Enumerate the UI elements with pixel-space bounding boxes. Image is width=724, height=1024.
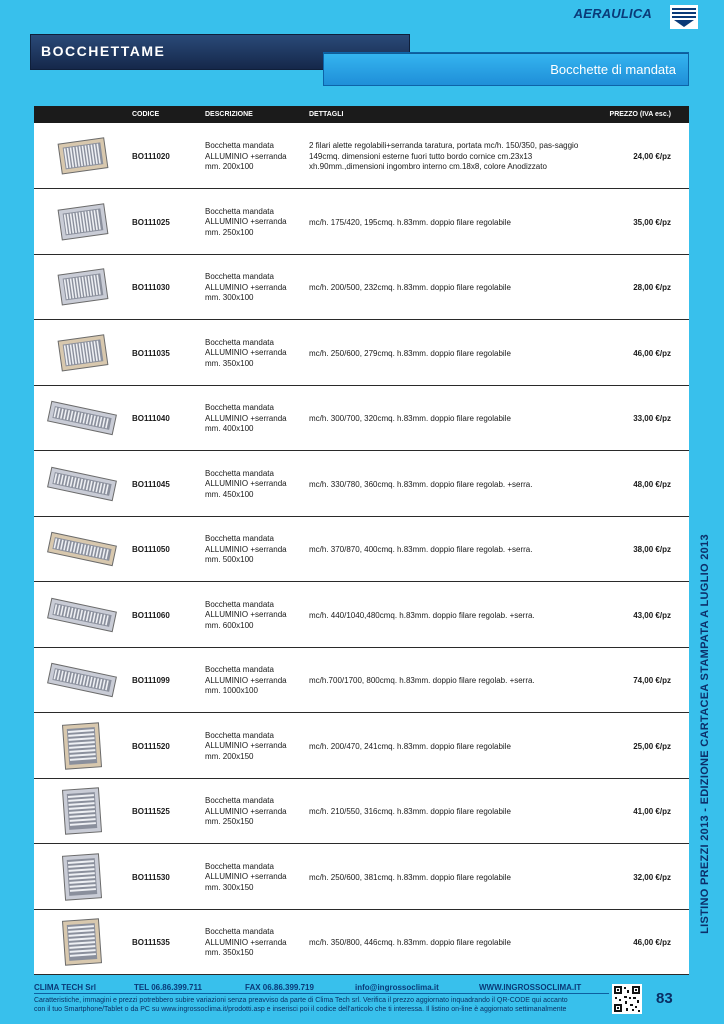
- qr-code-icon[interactable]: [612, 984, 642, 1014]
- footer-tel: TEL 06.86.399.711: [134, 983, 202, 992]
- table-row: [34, 582, 689, 648]
- product-details: 2 filari alette regolabili+serranda taratura, portata mc/h. 150/350, pas-saggio 149cmq. dimensioni esterne fuori tutto bordo cornice cm.23x13 xh.90mm.,dimensioni ingombro interno cm.18x8, colore Anodizzato: [309, 141, 579, 171]
- product-description: [205, 665, 305, 697]
- product-details: mc/h. 370/870, 400cmq. h.83mm. doppio filare regolab. +serra.: [309, 545, 533, 554]
- footer-disclaimer: [34, 996, 612, 1014]
- table-row: [34, 254, 689, 320]
- description-line: ALLUMINIO +serranda: [205, 937, 287, 947]
- description-line: ALLUMINIO +serranda: [205, 675, 287, 685]
- air-grille-image: [44, 522, 120, 576]
- table-header: [34, 106, 689, 123]
- product-description: [205, 600, 305, 632]
- air-grille-image: [44, 784, 120, 838]
- table-row: [34, 647, 689, 713]
- description-line: Bocchetta mandata: [205, 927, 274, 936]
- air-grille-image: [44, 457, 120, 511]
- description-line: mm. 200x150: [205, 751, 254, 761]
- side-banner: [693, 490, 717, 978]
- product-price: 41,00 €/pz: [633, 807, 671, 816]
- product-code: BO111535: [132, 938, 170, 947]
- product-price: 24,00 €/pz: [633, 152, 671, 161]
- description-line: Bocchetta mandata: [205, 730, 274, 740]
- description-line: Bocchetta mandata: [205, 796, 274, 805]
- product-table: [34, 106, 689, 974]
- stacked-lines-logo-icon: [670, 5, 698, 29]
- product-code: BO111035: [132, 348, 170, 358]
- product-price: 25,00 €/pz: [633, 741, 671, 751]
- table-row: [34, 713, 689, 779]
- description-line: mm. 400x100: [205, 424, 254, 433]
- product-price: 43,00 €/pz: [633, 610, 671, 620]
- footer-fax: FAX 06.86.399.719: [245, 983, 314, 992]
- product-details: mc/h. 175/420, 195cmq. h.83mm. doppio filare regolabile: [309, 217, 511, 227]
- air-grille-image: [44, 260, 120, 314]
- column-header-price: PREZZO (IVA esc.): [609, 111, 671, 118]
- product-code: BO111020: [132, 152, 170, 161]
- product-description: [205, 534, 305, 566]
- description-line: ALLUMINIO +serranda: [205, 806, 287, 816]
- description-line: mm. 500x100: [205, 555, 254, 564]
- table-row: [34, 320, 689, 386]
- table-row: [34, 451, 689, 517]
- product-code: BO111525: [132, 807, 170, 816]
- description-line: mm. 300x100: [205, 293, 254, 302]
- description-line: mm. 250x100: [205, 227, 254, 237]
- table-row: [34, 516, 689, 582]
- description-line: mm. 300x150: [205, 882, 254, 892]
- air-grille-image: [44, 915, 120, 969]
- description-line: Bocchetta mandata: [205, 599, 274, 609]
- product-description: [205, 469, 305, 501]
- product-details: mc/h. 440/1040,480cmq. h.83mm. doppio filare regolab. +serra.: [309, 610, 535, 620]
- air-grille-image: [44, 391, 120, 445]
- description-line: ALLUMINIO +serranda: [205, 872, 287, 881]
- product-description: [205, 927, 305, 959]
- table-row: [34, 909, 689, 975]
- brand-name: AERAULICA: [573, 6, 652, 21]
- description-line: Bocchetta mandata: [205, 206, 274, 216]
- product-price: 38,00 €/pz: [633, 545, 671, 554]
- product-price: 32,00 €/pz: [633, 872, 671, 882]
- product-code: BO111520: [132, 741, 170, 751]
- footer-website[interactable]: WWW.INGROSSOCLIMA.IT: [479, 983, 582, 992]
- product-code: BO111025: [132, 217, 170, 227]
- subtitle-banner: [323, 52, 689, 86]
- description-line: mm. 450x100: [205, 489, 254, 499]
- description-line: ALLUMINIO +serranda: [205, 479, 287, 488]
- column-header-details: DETTAGLI: [309, 111, 344, 118]
- product-description: [205, 862, 305, 894]
- description-line: Bocchetta mandata: [205, 403, 274, 412]
- product-price: 48,00 €/pz: [633, 479, 671, 489]
- air-grille-image: [44, 850, 120, 904]
- product-description: [205, 796, 305, 828]
- product-description: [205, 338, 305, 370]
- footer-divider: [34, 993, 609, 994]
- product-details: mc/h. 210/550, 316cmq. h.83mm. doppio filare regolabile: [309, 807, 511, 816]
- disclaimer-line: con il tuo Smartphone/Tablet o da PC su www.ingrossoclima.it/prodotti.asp e inserisci poi il codice dell'articolo che ti interessa. Il listino on-line è aggiornato settimanalmente: [34, 1006, 567, 1013]
- product-description: [205, 272, 305, 304]
- description-line: ALLUMINIO +serranda: [205, 741, 287, 750]
- description-line: mm. 250x150: [205, 817, 254, 826]
- description-line: Bocchetta mandata: [205, 272, 274, 281]
- product-code: BO111530: [132, 872, 170, 882]
- description-line: mm. 350x150: [205, 948, 254, 957]
- table-row: [34, 189, 689, 255]
- product-details: mc/h. 200/470, 241cmq. h.83mm. doppio filare regolabile: [309, 741, 511, 751]
- description-line: Bocchetta mandata: [205, 468, 274, 478]
- product-description: [205, 403, 305, 435]
- footer-email[interactable]: info@ingrossoclima.it: [355, 983, 439, 992]
- air-grille-image: [44, 129, 120, 183]
- table-row: [34, 778, 689, 844]
- product-price: 74,00 €/pz: [633, 676, 671, 685]
- disclaimer-line: Caratteristiche, immagini e prezzi potrebbero subire variazioni senza preavviso da parte di Clima Tech srl. Verifica il prezzo aggiornato inquadrando il QR-CODE qui accanto: [34, 997, 568, 1004]
- air-grille-image: [44, 588, 120, 642]
- column-header-code: CODICE: [132, 111, 160, 118]
- description-line: Bocchetta mandata: [205, 861, 274, 871]
- air-grille-image: [44, 326, 120, 380]
- table-row: [34, 123, 689, 189]
- air-grille-image: [44, 195, 120, 249]
- description-line: ALLUMINIO +serranda: [205, 348, 287, 357]
- product-details: mc/h. 300/700, 320cmq. h.83mm. doppio filare regolabile: [309, 414, 511, 423]
- product-details: mc/h. 250/600, 381cmq. h.83mm. doppio filare regolabile: [309, 872, 511, 882]
- description-line: Bocchetta mandata: [205, 665, 274, 674]
- product-description: [205, 731, 305, 763]
- product-price: 46,00 €/pz: [633, 938, 671, 947]
- description-line: mm. 200x100: [205, 162, 254, 171]
- side-banner-text: LISTINO PREZZI 2013 - EDIZIONE CARTACEA STAMPATA A LUGLIO 2013: [699, 534, 711, 934]
- product-price: 28,00 €/pz: [633, 283, 671, 292]
- column-header-description: DESCRIZIONE: [205, 111, 253, 118]
- section-title: BOCCHETTAME: [41, 43, 166, 59]
- product-details: mc/h. 330/780, 360cmq. h.83mm. doppio filare regolab. +serra.: [309, 479, 533, 489]
- product-details: mc/h. 200/500, 232cmq. h.83mm. doppio filare regolabile: [309, 283, 511, 292]
- table-row: [34, 844, 689, 910]
- description-line: ALLUMINIO +serranda: [205, 282, 287, 292]
- product-description: [205, 207, 305, 239]
- product-description: [205, 141, 305, 173]
- footer-company: CLIMA TECH Srl: [34, 983, 96, 992]
- air-grille-image: [44, 653, 120, 707]
- product-code: BO111045: [132, 479, 170, 489]
- page-subtitle: Bocchette di mandata: [550, 62, 676, 77]
- description-line: ALLUMINIO +serranda: [205, 151, 287, 161]
- description-line: Bocchetta mandata: [205, 141, 274, 150]
- description-line: ALLUMINIO +serranda: [205, 610, 287, 619]
- description-line: ALLUMINIO +serranda: [205, 413, 287, 423]
- product-code: BO111099: [132, 676, 170, 685]
- description-line: Bocchetta mandata: [205, 534, 274, 543]
- product-code: BO111050: [132, 545, 170, 554]
- description-line: Bocchetta mandata: [205, 337, 274, 347]
- product-code: BO111060: [132, 610, 170, 620]
- description-line: mm. 350x100: [205, 358, 254, 368]
- product-price: 35,00 €/pz: [633, 217, 671, 227]
- product-details: mc/h.700/1700, 800cmq. h.83mm. doppio filare regolab. +serra.: [309, 676, 535, 685]
- product-code: BO111030: [132, 283, 170, 292]
- product-price: 33,00 €/pz: [633, 414, 671, 423]
- description-line: mm. 600x100: [205, 620, 254, 630]
- air-grille-image: [44, 719, 120, 773]
- product-details: mc/h. 250/600, 279cmq. h.83mm. doppio filare regolabile: [309, 348, 511, 358]
- description-line: ALLUMINIO +serranda: [205, 544, 287, 554]
- product-code: BO111040: [132, 414, 170, 423]
- description-line: mm. 1000x100: [205, 686, 258, 695]
- product-price: 46,00 €/pz: [633, 348, 671, 358]
- page-number: 83: [656, 990, 673, 1007]
- description-line: ALLUMINIO +serranda: [205, 217, 287, 226]
- table-row: [34, 385, 689, 451]
- product-details: mc/h. 350/800, 446cmq. h.83mm. doppio filare regolabile: [309, 938, 511, 947]
